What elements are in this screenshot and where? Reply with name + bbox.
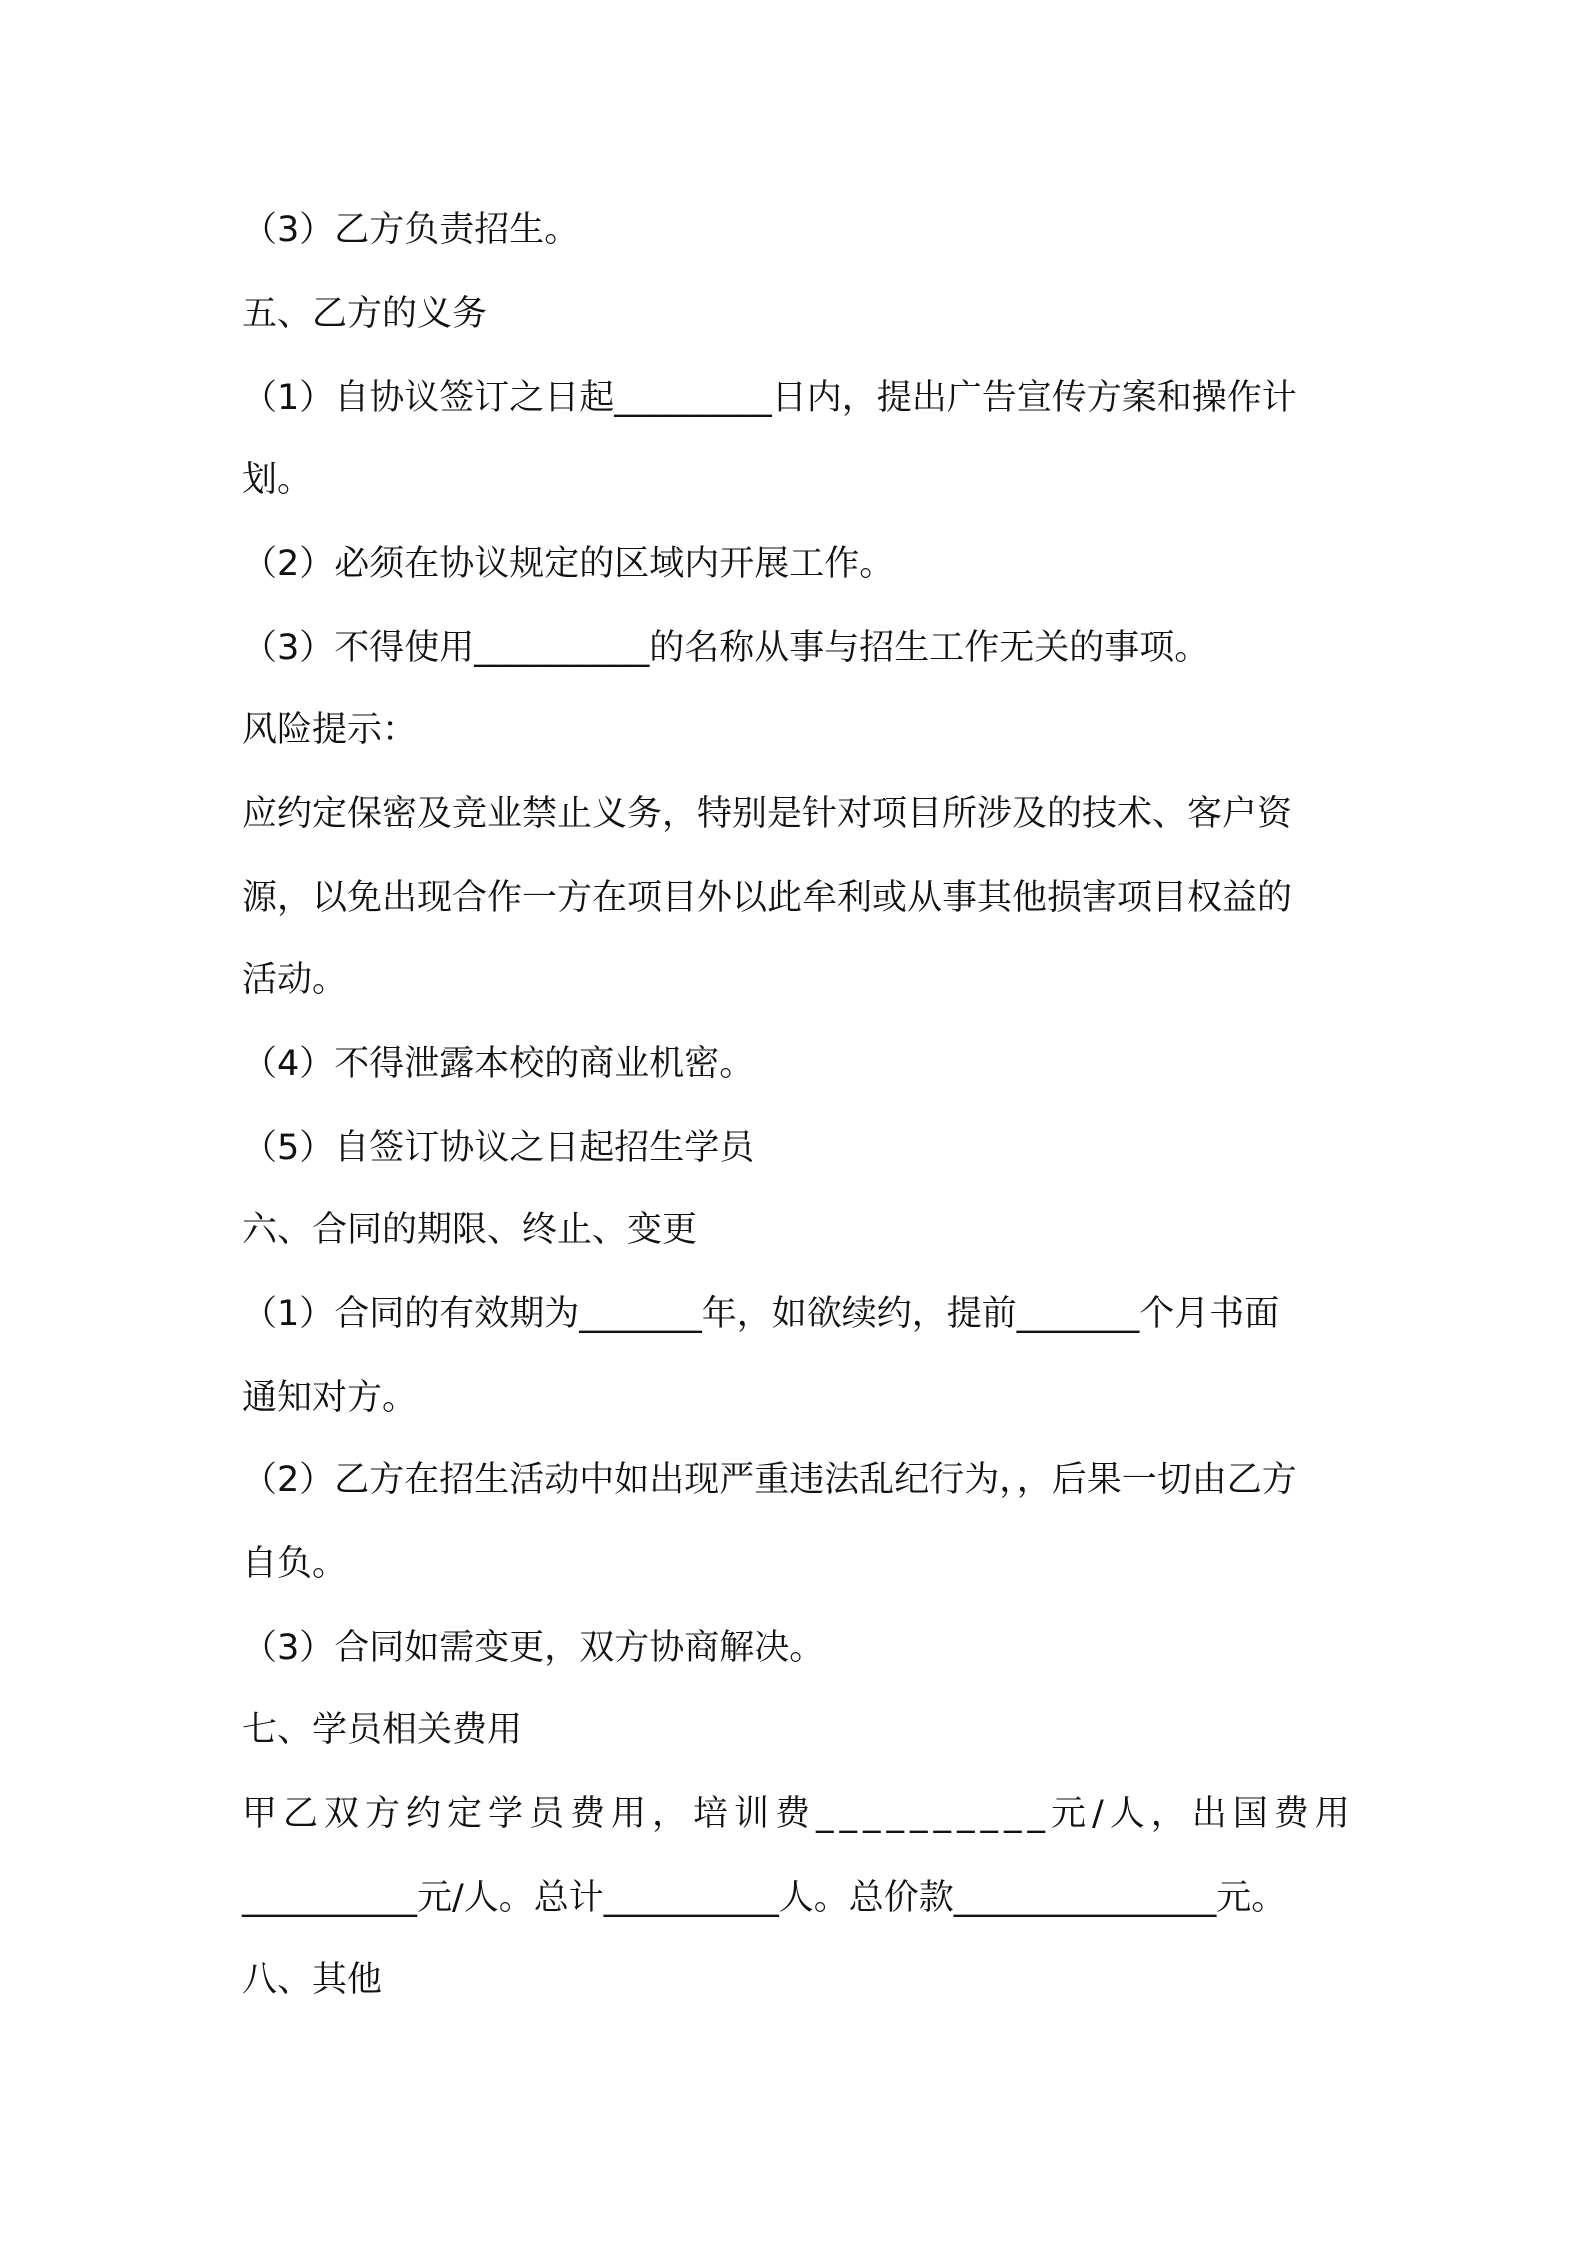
term-3-text: （3）合同如需变更，双方协商解决。 — [242, 1628, 825, 1668]
duty-4-text: （4）不得泄露本校的商业机密。 — [242, 1044, 755, 1084]
fees-text-2: __________元/人。总计__________人。总价款_______________元。 — [242, 1878, 1287, 1918]
duty-1-text-cont: 划。 — [242, 460, 313, 500]
section-8-heading: 八、其他 — [242, 1960, 383, 2000]
duty-2-text: （2）必须在协议规定的区域内开展工作。 — [242, 544, 895, 584]
section-6-heading: 六、合同的期限、终止、变更 — [242, 1210, 698, 1250]
section-7-heading: 七、学员相关费用 — [242, 1710, 523, 1750]
fees-text-1: 甲乙双方约定学员费用，培训费__________元/人，出国费用 — [242, 1794, 1356, 1834]
duty-5-text: （5）自签订协议之日起招生学员 — [242, 1128, 755, 1168]
term-1-text-cont: 通知对方。 — [242, 1378, 418, 1418]
term-2-text: （2）乙方在招生活动中如出现严重违法乱纪行为，，后果一切由乙方 — [242, 1460, 1297, 1500]
risk-text-3: 活动。 — [242, 960, 348, 1000]
risk-text-1: 应约定保密及竞业禁止义务，特别是针对项目所涉及的技术、客户资 — [242, 794, 1293, 834]
risk-text-2: 源，以免出现合作一方在项目外以此牟利或从事其他损害项目权益的 — [242, 878, 1293, 918]
clause-5-3-text: （3）乙方负责招生。 — [242, 210, 580, 250]
section-5-heading: 五、乙方的义务 — [242, 294, 488, 334]
term-1-text: （1）合同的有效期为_______年，如欲续约，提前_______个月书面 — [242, 1294, 1280, 1334]
risk-heading: 风险提示： — [242, 710, 418, 750]
duty-3-text: （3）不得使用__________的名称从事与招生工作无关的事项。 — [242, 628, 1210, 668]
term-2-text-cont: 自负。 — [242, 1544, 348, 1584]
duty-1-text: （1）自协议签订之日起_________日内，提出广告宣传方案和操作计 — [242, 378, 1297, 418]
